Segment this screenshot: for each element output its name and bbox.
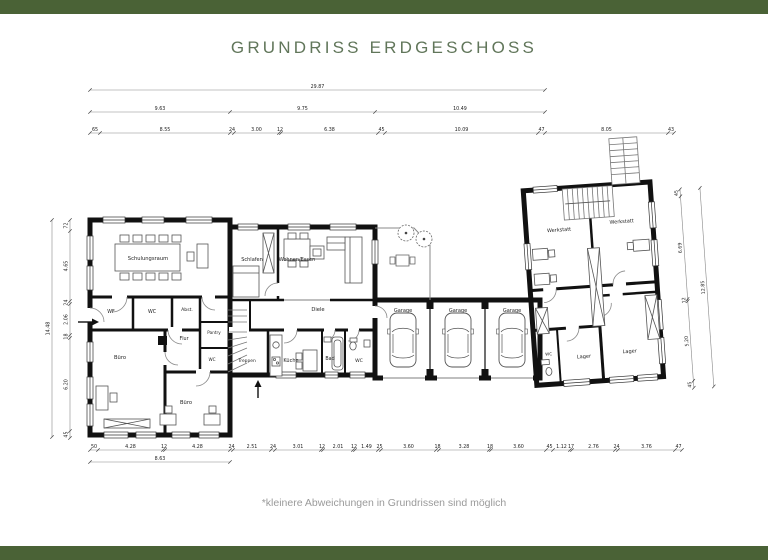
dimension-label: 3.00 <box>251 127 262 133</box>
dimension-label: 9.63 <box>154 106 166 112</box>
dimension-label: 10.49 <box>453 106 467 112</box>
room-label-lager2: Lager <box>622 348 638 356</box>
dimension-label: 10.09 <box>454 127 469 133</box>
room-label-schlafen: Schlafen <box>241 257 263 263</box>
room-label-garage2: Garage <box>448 308 468 314</box>
dimension-label: 6.20 <box>64 379 70 390</box>
dimension-label: 50 <box>90 444 98 450</box>
dimension-label: 2.01 <box>332 444 344 450</box>
dimension-label: 3.60 <box>513 444 524 450</box>
room-label-wohnen_essen: Wohnen/Essen <box>278 257 316 263</box>
dimension-label: 2.51 <box>246 444 258 450</box>
dimension-label: 45 <box>378 127 385 133</box>
footnote: *kleinere Abweichungen in Grundrissen sind möglich <box>261 497 507 509</box>
room-label-diele: Diele <box>311 307 325 313</box>
dimension-chain <box>88 106 546 114</box>
dimension-label: 3.28 <box>458 444 470 450</box>
room-label-wc2: WC <box>208 357 216 362</box>
wing-staircase-icon <box>562 186 614 220</box>
dimension-label: 17 <box>567 444 575 450</box>
dimension-chain <box>673 187 695 389</box>
room-label-werkstatt2: Werkstatt <box>609 218 634 226</box>
terrace-furniture <box>390 225 432 266</box>
room-label-garage3: Garage <box>502 308 522 314</box>
room-label-garage1: Garage <box>393 308 413 314</box>
room-label-kueche: Küche <box>283 358 299 364</box>
dimension-label: 29.87 <box>310 84 325 90</box>
dimension-label: 8.05 <box>601 127 612 133</box>
room-label-buero2: Büro <box>179 400 193 406</box>
room-label-treppen: Treppen <box>238 359 256 364</box>
dimension-label: 12 <box>682 297 688 304</box>
dimension-label: 45 <box>674 189 681 197</box>
dimension-label: 24 <box>269 444 277 450</box>
room-label-bad: Bad <box>325 357 335 362</box>
dimension-label: 65 <box>91 127 99 133</box>
dimension-label: 72 <box>64 222 70 229</box>
room-label-buero1: Büro <box>113 355 127 361</box>
dimension-label: 12 <box>276 127 284 133</box>
dimension-chain <box>64 218 72 439</box>
right-dimension-lines <box>673 186 715 390</box>
dimension-label: 12 <box>160 444 168 450</box>
dimension-chain <box>46 218 54 438</box>
dimension-label: 3.76 <box>641 444 652 450</box>
dimension-label: 1.49 <box>361 444 372 450</box>
dimension-label: 6.69 <box>678 242 685 254</box>
dimension-chain <box>88 444 683 452</box>
room-label-flur: Flur <box>179 337 189 342</box>
room-label-wc3: WC <box>355 359 363 364</box>
garage-cars <box>388 313 528 367</box>
dimension-chain <box>88 127 675 135</box>
car-icon <box>443 313 474 367</box>
dimension-label: 9.75 <box>297 106 308 112</box>
dimension-label: 8.63 <box>154 456 166 462</box>
dimension-chain <box>88 456 231 464</box>
dimension-label: 6.38 <box>324 127 335 133</box>
page-title: GRUNDRISS ERDGESCHOSS <box>230 38 538 57</box>
room-label-werkstatt1: Werkstatt <box>546 226 572 235</box>
dimension-label: 18 <box>64 333 70 340</box>
dimension-label: 43 <box>667 127 675 133</box>
dimension-label: 24 <box>613 444 620 450</box>
dimension-label: 18 <box>434 444 441 450</box>
tree-icon <box>416 231 432 247</box>
dimension-label: 1.12 <box>556 444 567 450</box>
external-staircase-icon <box>609 137 640 185</box>
dimension-label: 25 <box>376 444 383 450</box>
dimension-label: 4.28 <box>192 444 203 450</box>
dimension-label: 24 <box>64 299 70 306</box>
car-icon <box>497 313 528 367</box>
dimension-label: 45 <box>688 381 694 388</box>
dimension-label: 12 <box>318 444 326 450</box>
dimension-label: 45 <box>64 431 70 438</box>
dimension-label: 47 <box>538 127 545 133</box>
dimension-label: 18 <box>486 444 494 450</box>
dimension-label: 4.28 <box>125 444 136 450</box>
dimension-label: 24 <box>228 444 235 450</box>
dimension-label: 47 <box>675 444 682 450</box>
car-icon <box>388 313 419 367</box>
room-label-lager1: Lager <box>576 353 592 361</box>
dimension-label: 5.20 <box>684 335 691 347</box>
room-label-abst: Abst. <box>181 308 193 313</box>
dimension-label: 12.85 <box>701 280 707 295</box>
tree-icon <box>398 225 414 241</box>
dimension-label: 2.06 <box>64 314 70 325</box>
dimension-label: 24 <box>228 127 236 133</box>
room-label-wf: WF <box>107 310 115 315</box>
dimension-label: 4.65 <box>64 260 70 272</box>
dimension-label: 45 <box>546 444 553 450</box>
room-label-wc1: WC <box>147 310 157 315</box>
dimension-chain <box>88 84 546 92</box>
dimension-label: 2.76 <box>588 444 599 450</box>
room-label-wc4: WC <box>545 351 553 357</box>
dimension-label: 8.55 <box>159 127 171 133</box>
room-label-pantry: Pantry <box>207 330 221 335</box>
dimension-label: 14.48 <box>46 321 52 336</box>
dimension-label: 12 <box>350 444 358 450</box>
dimension-label: 3.60 <box>403 444 414 450</box>
dimension-chain <box>693 186 715 388</box>
dimension-label: 3.01 <box>292 444 304 450</box>
room-label-schulungsraum: Schulungsraum <box>127 256 169 262</box>
